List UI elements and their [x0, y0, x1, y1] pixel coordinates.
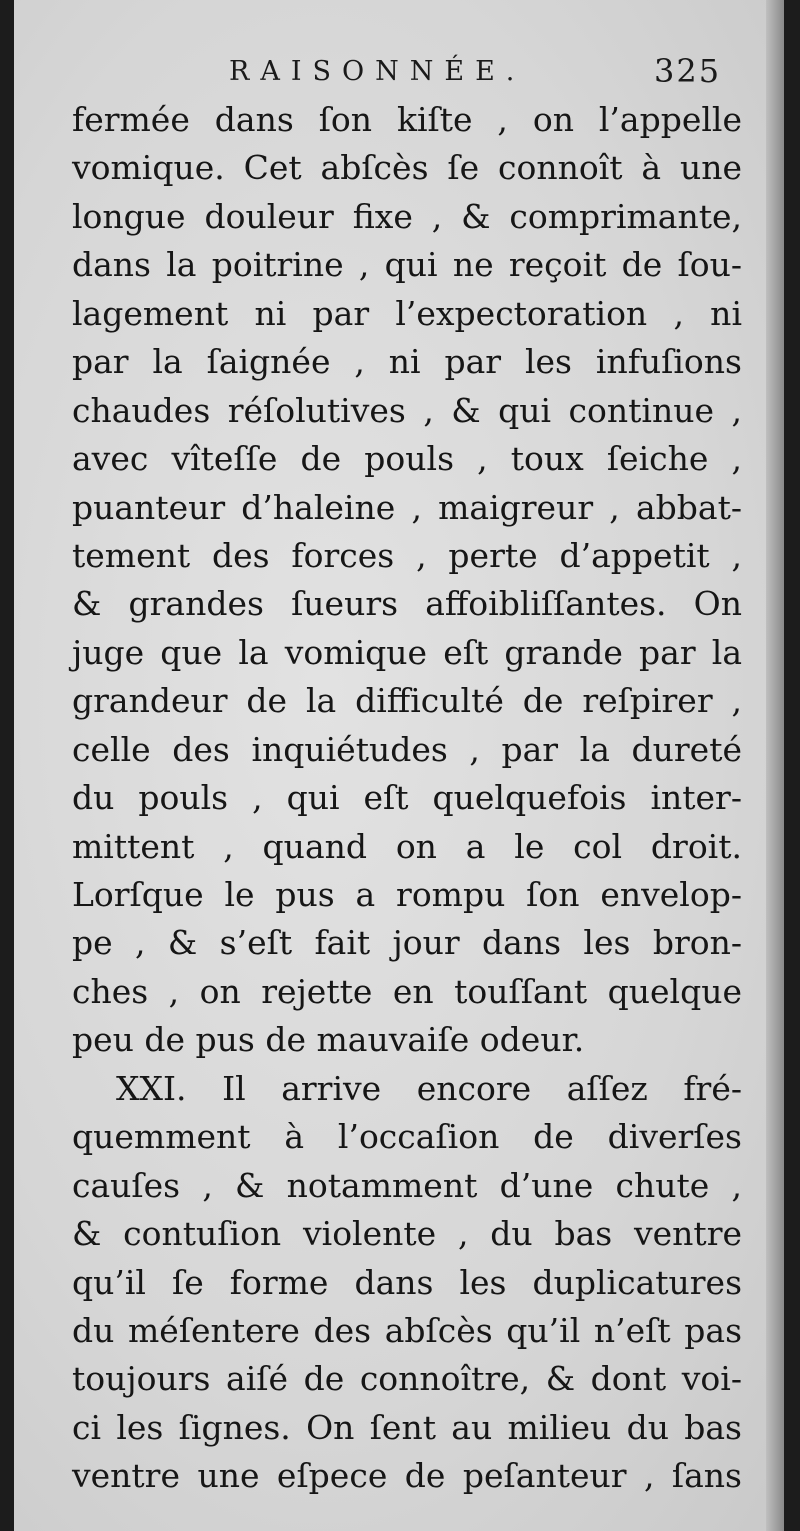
- text-line: celle des inquiétudes , par la dureté: [72, 729, 742, 769]
- running-title: RAISONNÉE.: [229, 56, 526, 87]
- text-line: cauſes , & notamment d’une chute ,: [72, 1165, 742, 1205]
- page-edge-shadow: [766, 0, 784, 1531]
- text-line: juge que la vomique eſt grande par la: [72, 632, 742, 672]
- text-line: ches , on rejette en touſſant quelque: [72, 971, 742, 1011]
- text-line: par la ſaignée , ni par les infuſions: [72, 342, 742, 382]
- text-line: mittent , quand on a le col droit.: [72, 826, 742, 866]
- text-line: dans la poitrine , qui ne reçoit de ſou-: [72, 245, 742, 285]
- text-line: du méſentere des abſcès qu’il n’eſt pas: [72, 1310, 742, 1350]
- text-line: pe , & s’eſt fait jour dans les bron-: [72, 923, 742, 963]
- book-page: [14, 0, 784, 1531]
- text-line: qu’il ſe forme dans les duplicatures: [72, 1262, 742, 1302]
- text-line: vomique. Cet abſcès ſe connoît à une: [72, 148, 742, 188]
- text-line: puanteur d’haleine , maigreur , abbat-: [72, 487, 742, 527]
- section-start-line: XXI. Il arrive encore aſſez fré-: [116, 1068, 742, 1108]
- text-line: lagement ni par l’expectoration , ni: [72, 293, 742, 333]
- text-line: grandeur de la difficulté de reſpirer ,: [72, 681, 742, 721]
- text-line: ci les ſignes. On ſent au milieu du bas: [72, 1407, 742, 1447]
- text-line: longue douleur fixe , & comprimante,: [72, 196, 742, 236]
- text-line: tement des forces , perte d’appetit ,: [72, 535, 742, 575]
- text-line: & contuſion violente , du bas ventre: [72, 1214, 742, 1254]
- text-line: avec vîteſſe de pouls , toux ſeiche ,: [72, 439, 742, 479]
- text-line: peu de pus de mauvaiſe odeur.: [72, 1020, 585, 1060]
- text-line: toujours aiſé de connoître, & dont voi-: [72, 1359, 742, 1399]
- text-line: quemment à l’occaſion de diverſes: [72, 1117, 742, 1157]
- text-line: & grandes ſueurs affoibliſſantes. On: [72, 584, 742, 624]
- text-line: chaudes réſolutives , & qui continue ,: [72, 390, 742, 430]
- text-line: Lorſque le pus a rompu ſon envelop-: [72, 875, 742, 914]
- text-line: du pouls , qui eſt quelquefois inter-: [72, 778, 742, 818]
- text-line: ventre une eſpece de peſanteur , ſans: [72, 1456, 742, 1496]
- body-text: [72, 96, 742, 1501]
- page-header: [14, 50, 784, 90]
- text-line: fermée dans ſon kiſte , on l’appelle: [72, 100, 742, 139]
- page-number: 325: [654, 52, 722, 90]
